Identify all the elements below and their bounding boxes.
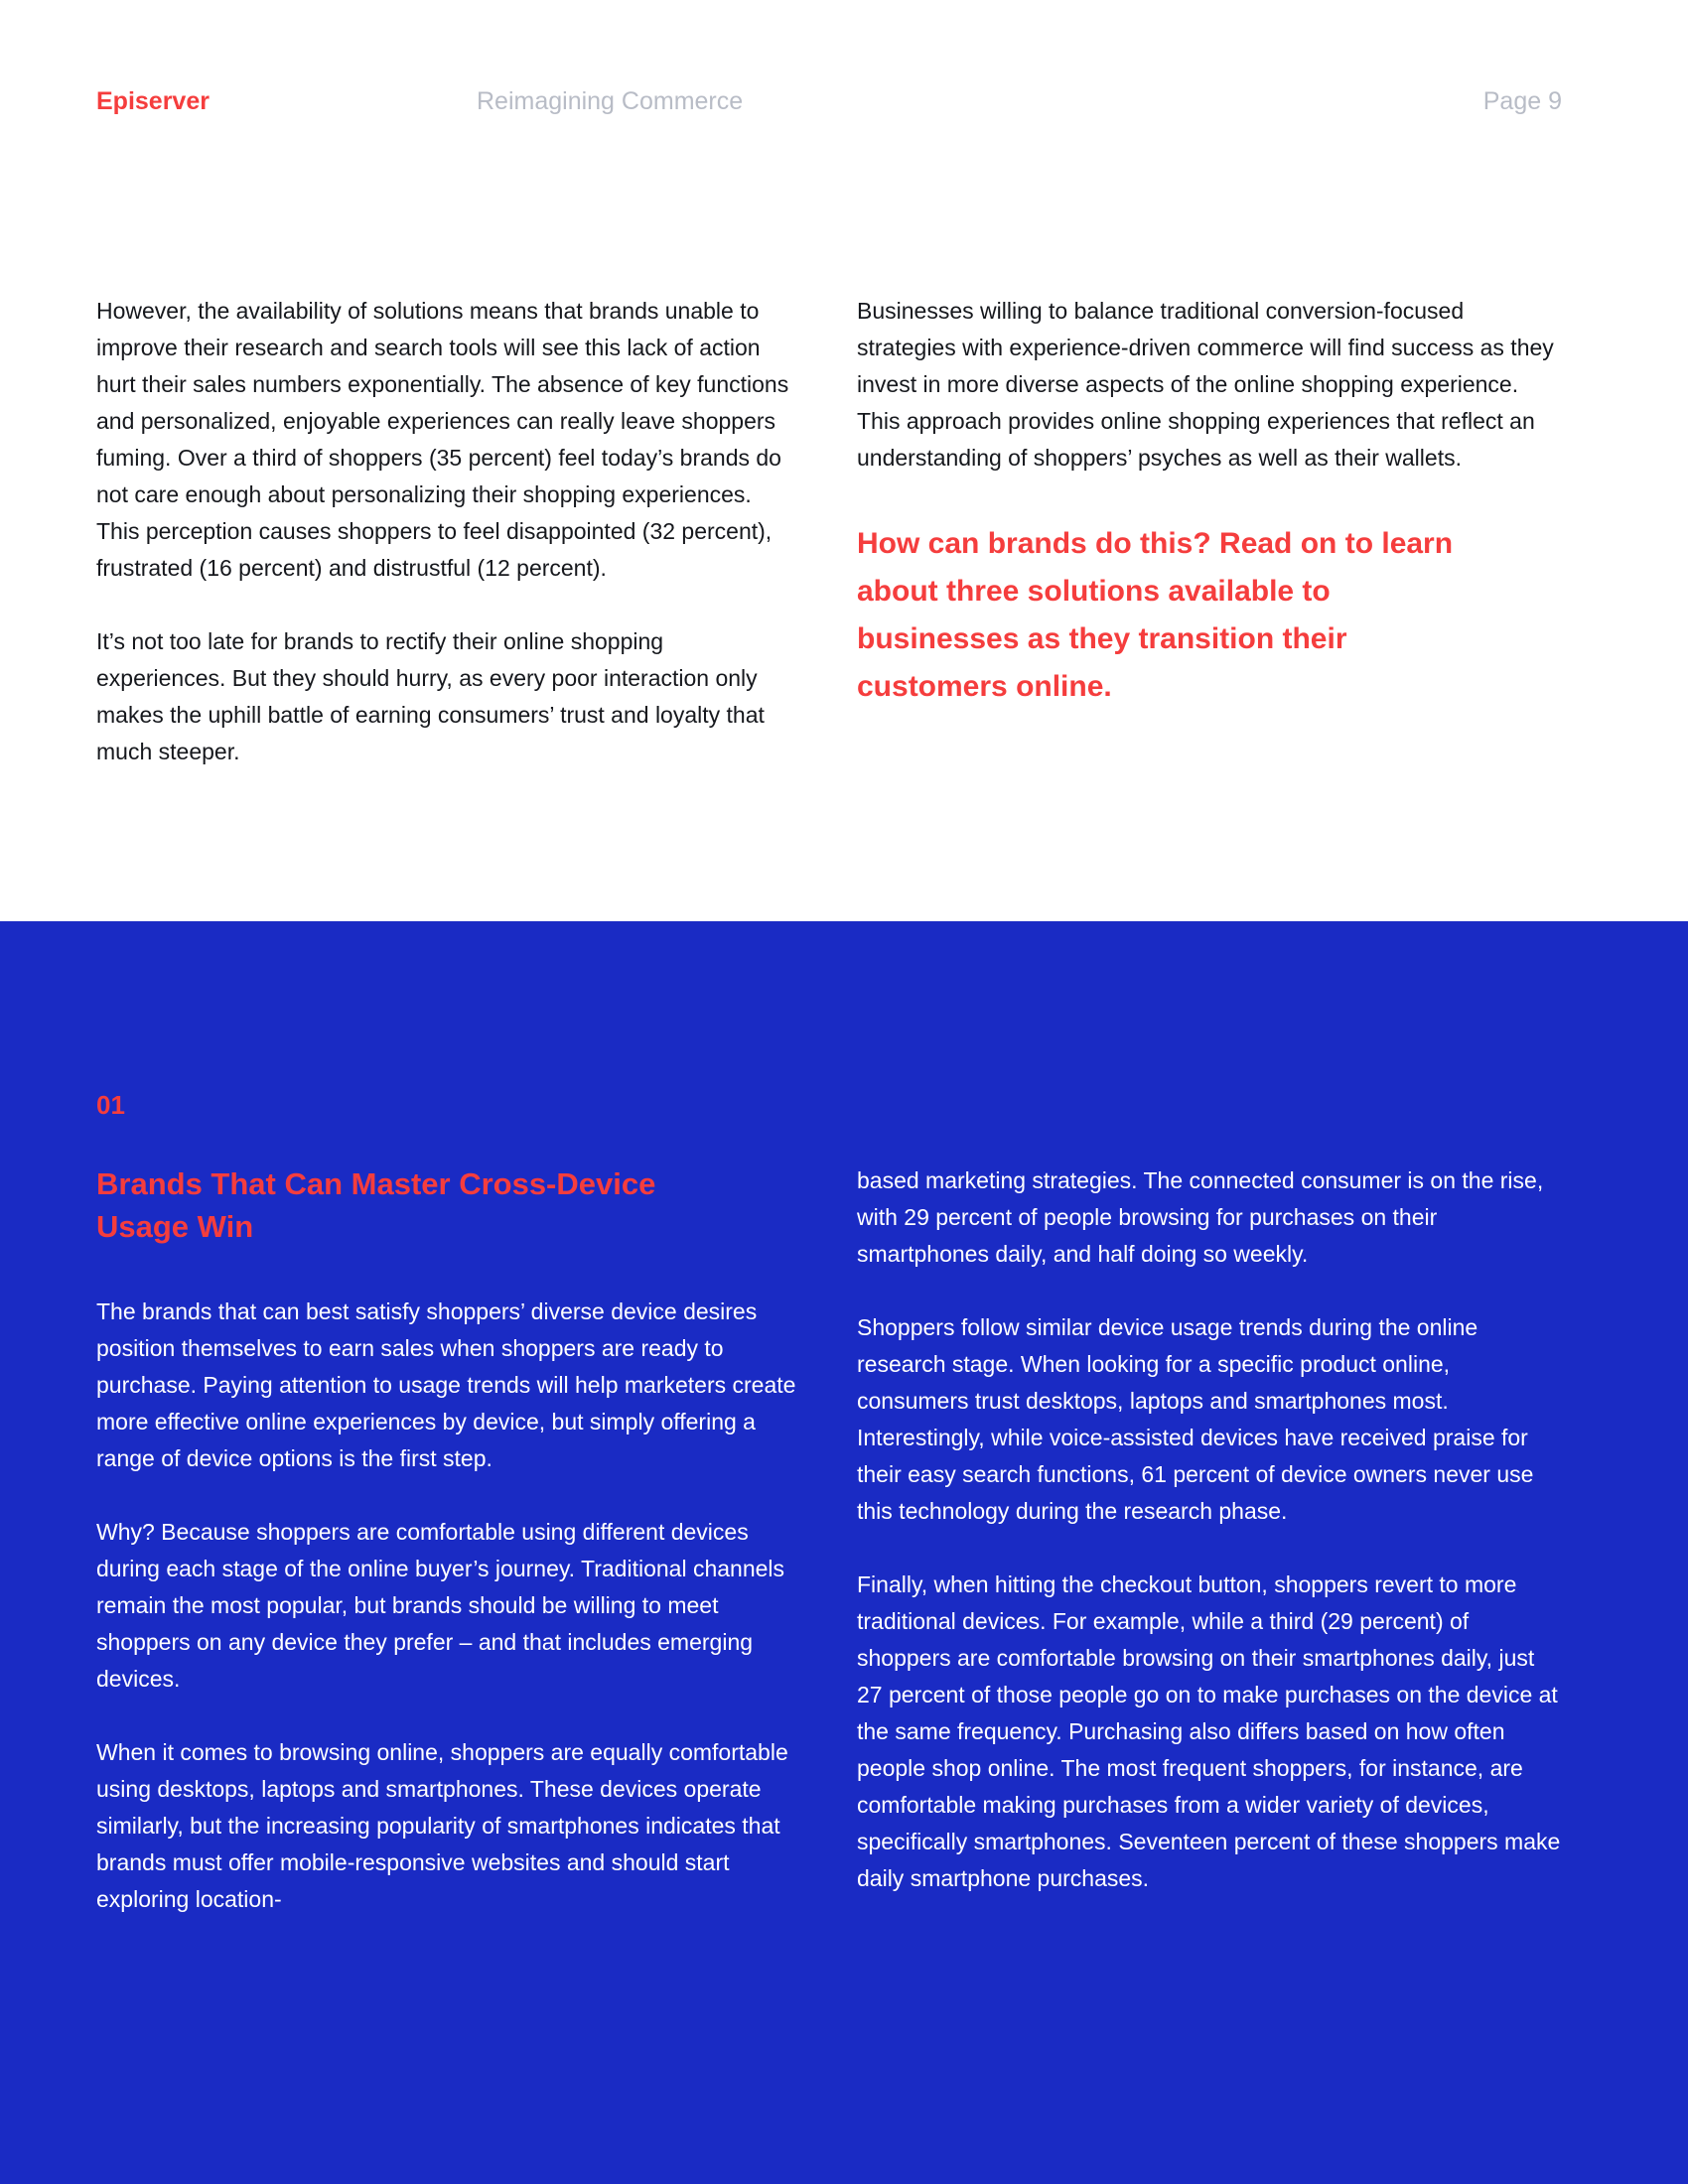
intro-paragraph-3: Businesses willing to balance traditional conversion-focused strategies with experience-driven commerce will find success as they invest in more diverse aspects of the online shopping experience. This approach provides online shopping experiences that reflect an understanding of shoppers’ psyches as well as their wallets. <box>857 298 1554 471</box>
feature-columns <box>96 1162 1562 1955</box>
feature-paragraph-4: based marketing strategies. The connected consumer is on the rise, with 29 percent of people browsing for purchases on their smartphones daily, and half doing so weekly. <box>857 1167 1544 1267</box>
feature-paragraph-6: Finally, when hitting the checkout button, shoppers revert to more traditional devices. For example, while a third (29 percent) of shoppers are comfortable browsing on their smartphones daily, just 27 percent of those people go on to make purchases on the device at the same frequency. Purchasing also differs based on how often people shop online. The most frequent shoppers, for instance, are comfortable making purchases from a wider variety of devices, specifically smartphones. Seventeen percent of these shoppers make daily smartphone purchases. <box>857 1571 1561 1891</box>
section-heading: Brands That Can Master Cross-Device Usage Win <box>96 1166 656 1244</box>
page-number: Page 9 <box>1482 87 1562 115</box>
page-header <box>0 87 1688 121</box>
intro-paragraph-2: It’s not too late for brands to rectify their online shopping experiences. But they should hurry, as every poor interaction only makes the uphill battle of earning consumers’ trust and loyalty that much steeper. <box>96 628 765 764</box>
intro-paragraph-1: However, the availability of solutions means that brands unable to improve their research and search tools will see this lack of action hurt their sales numbers exponentially. The absence of key functions and personalized, enjoyable experiences can really leave shoppers fuming. Over a third of shoppers (35 percent) feel today’s brands do not care enough about personalizing their shopping experiences. This perception causes shoppers to feel disappointed (32 percent), frustrated (16 percent) and distrustful (12 percent). <box>96 298 789 581</box>
feature-paragraph-3: When it comes to browsing online, shoppers are equally comfortable using desktops, laptops and smartphones. These devices operate similarly, but the increasing popularity of smartphones indicates that brands must offer mobile-responsive websites and should start exploring location- <box>96 1739 788 1912</box>
feature-paragraph-1: The brands that can best satisfy shoppers’ diverse device desires position themselves to earn sales when shoppers are ready to purchase. Paying attention to usage trends will help marketers create more effective online experiences by device, but simply offering a range of device options is the first step. <box>96 1298 796 1471</box>
document-title: Reimagining Commerce <box>477 87 744 115</box>
callout-text: How can brands do this? Read on to learn about three solutions available to businesses as they transition their customers online. <box>857 527 1454 703</box>
intro-right-column <box>857 293 1563 807</box>
intro-section <box>96 293 1563 807</box>
brand-logo: Episerver <box>96 87 210 115</box>
feature-section <box>0 921 1688 2184</box>
intro-left-column <box>96 293 796 807</box>
feature-left-column <box>96 1162 796 1955</box>
section-number: 01 <box>96 1090 125 1120</box>
feature-paragraph-5: Shoppers follow similar device usage trends during the online research stage. When looking for a specific product online, consumers trust desktops, laptops and smartphones most. Interestingly, while voice-assisted devices have received praise for their easy search functions, 61 percent of device owners never use this technology during the research phase. <box>857 1314 1534 1524</box>
feature-paragraph-2: Why? Because shoppers are comfortable using different devices during each stage of the online buyer’s journey. Traditional channels remain the most popular, but brands should be willing to meet shoppers on any device they prefer – and that includes emerging devices. <box>96 1519 785 1692</box>
feature-right-column <box>857 1162 1563 1955</box>
